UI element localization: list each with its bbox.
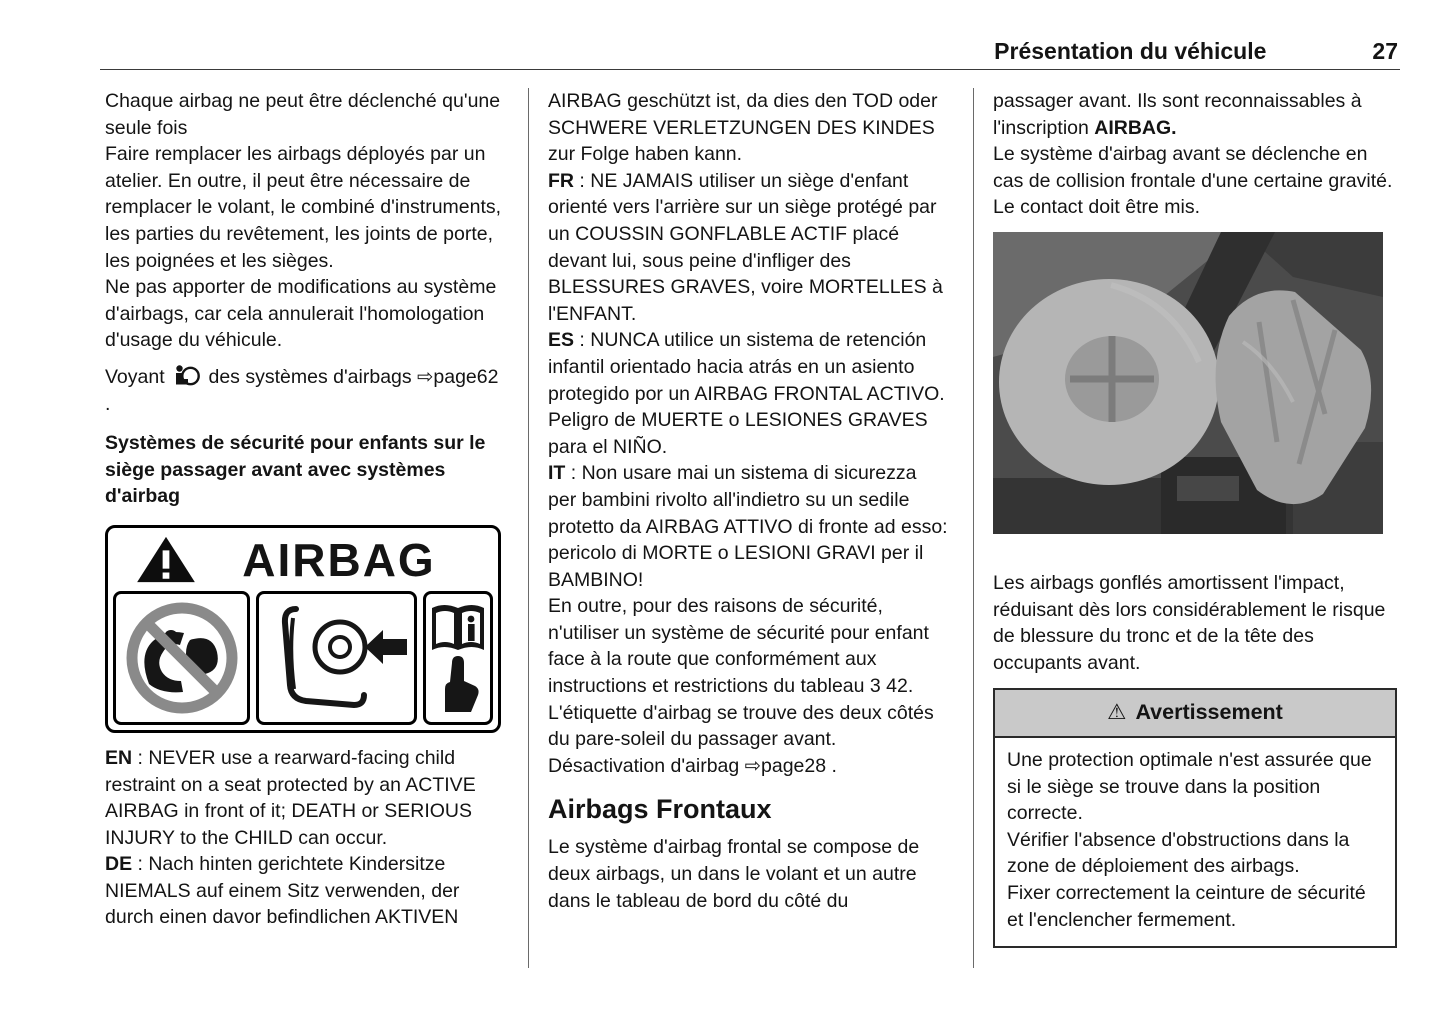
airbag-indicator-icon: [173, 364, 200, 387]
paragraph: Chaque airbag ne peut être déclenché qu'une seule fois: [105, 90, 501, 139]
paragraph: Le système d'airbag avant se déclenche en cas de collision frontale d'une certaine gravité. Le contact doit être mis.: [993, 143, 1393, 219]
owners-manual-icon: [429, 600, 487, 716]
language-label: FR: [548, 169, 574, 192]
paragraph-en: [105, 745, 503, 851]
paragraph: Fixer correctement la ceinture de sécurité et l'enclencher fermement.: [1007, 881, 1366, 931]
deployed-airbags-photo: [993, 232, 1383, 534]
text: : Non usare mai un sistema di sicurezza per bambini rivolto all'indietro su un sedile protetto da AIRBAG ATTIVO di fronte ad esso: pericolo di MORTE o LESIONI GRAVI per il BAMBINO!: [548, 462, 948, 591]
warning-box: [993, 688, 1397, 948]
section-heading: Airbags Frontaux: [548, 794, 772, 825]
page-header: [994, 38, 1398, 65]
text: : NUNCA utilice un sistema de retención infantil orientado hacia atrás en un asiento protegido por un AIRBAG FRONTAL ACTIVO. Peligro de MUERTE o LESIONES GRAVES para el NIÑO.: [548, 329, 945, 458]
seat-airbag-icon: [262, 600, 412, 716]
text: passager avant. Ils sont reconnaissables à l'inscription: [993, 90, 1362, 139]
label-panel-seat-airbag: [256, 591, 417, 725]
airbag-label-title: AIRBAG: [242, 533, 436, 586]
paragraph-es: [548, 327, 948, 460]
airbag-label-panels: [113, 591, 493, 725]
language-label: ES: [548, 329, 575, 352]
paragraph: L'étiquette d'airbag se trouve des deux côtés du pare-soleil du passager avant.: [548, 701, 934, 751]
airbag-warning-label: [105, 525, 501, 733]
paragraph-de: [105, 851, 503, 931]
paragraph: [993, 88, 1397, 141]
airbag-label-header: [113, 533, 493, 587]
paragraph: Ne pas apporter de modifications au système d'airbags, car cela annulerait l'homologation d'usage du véhicule.: [105, 276, 497, 352]
language-label: EN: [105, 746, 133, 769]
indicator-reference: [105, 364, 503, 417]
column-divider: [973, 88, 974, 968]
page-number: 27: [1372, 38, 1398, 64]
paragraph: En outre, pour des raisons de sécurité, n'utiliser un système de sécurité pour enfant face à la route que conformément aux instructions et restrictions du tableau 3 42.: [548, 595, 929, 698]
warning-triangle-icon: [135, 535, 197, 585]
warning-box-body: [993, 738, 1397, 948]
warning-title: Avertissement: [1135, 700, 1283, 725]
column-left: [105, 88, 503, 931]
text: : NEVER use a rearward-facing child restraint on a seat protected by an ACTIVE AIRBAG in front of it; DEATH or SERIOUS INJURY to the CHILD can occur.: [105, 746, 476, 849]
header-rule: [100, 69, 1400, 70]
paragraph: AIRBAG geschützt ist, da dies den TOD oder SCHWERE VERLETZUNGEN DES KINDES zur Folge haben kann.: [548, 90, 938, 166]
paragraph: Une protection optimale n'est assurée que si le siège se trouve dans la position correcte.: [1007, 748, 1372, 825]
paragraph: Les airbags gonflés amortissent l'impact, réduisant dès lors considérablement le risque de blessure du tronc et de la tête des occupants avant.: [993, 571, 1386, 674]
paragraph: Faire remplacer les airbags déployés par un atelier. En outre, il peut être nécessaire de remplacer le volant, le combiné d'instruments, les parties du revêtement, les joints de porte, les poignées et les sièges.: [105, 143, 502, 272]
language-label: DE: [105, 853, 133, 876]
column-right: [993, 88, 1397, 948]
text-bold: AIRBAG.: [1094, 116, 1177, 139]
column-divider: [528, 88, 529, 968]
warning-triangle-icon: ⚠: [1107, 700, 1127, 725]
reference-line: Désactivation d'airbag ⇨page28 .: [548, 754, 837, 777]
subsection-heading: Systèmes de sécurité pour enfants sur le siège passager avant avec systèmes d'airbag: [105, 432, 486, 508]
paragraph-it: [548, 460, 948, 593]
label-panel-prohibition: [113, 591, 250, 725]
text: : NE JAMAIS utiliser un siège d'enfant orienté vers l'arrière sur un siège protégé par un COUSSIN GONFLABLE ACTIF placé devant lui, sous peine d'infliger des BLESSURES GRAVES, voire MORTELLES à l'ENFANT.: [548, 169, 943, 325]
page-title: Présentation du véhicule: [994, 38, 1267, 64]
text: des systèmes d'airbags ⇨page62 .: [105, 365, 499, 415]
column-middle: [548, 88, 948, 914]
text: : Nach hinten gerichtete Kindersitze NIEMALS auf einem Sitz verwenden, der durch einen davor befindlichen AKTIVEN: [105, 853, 460, 929]
paragraph: Vérifier l'absence d'obstructions dans la zone de déploiement des airbags.: [1007, 828, 1350, 878]
no-rear-facing-child-seat-icon: [119, 599, 245, 717]
warning-box-header: [993, 688, 1397, 738]
label-panel-manual: [423, 591, 493, 725]
text: Voyant: [105, 365, 165, 388]
paragraph: Le système d'airbag frontal se compose de deux airbags, un dans le volant et un autre dans le tableau de bord du côté du: [548, 836, 920, 912]
language-label: IT: [548, 462, 566, 485]
paragraph-fr: [548, 168, 948, 328]
